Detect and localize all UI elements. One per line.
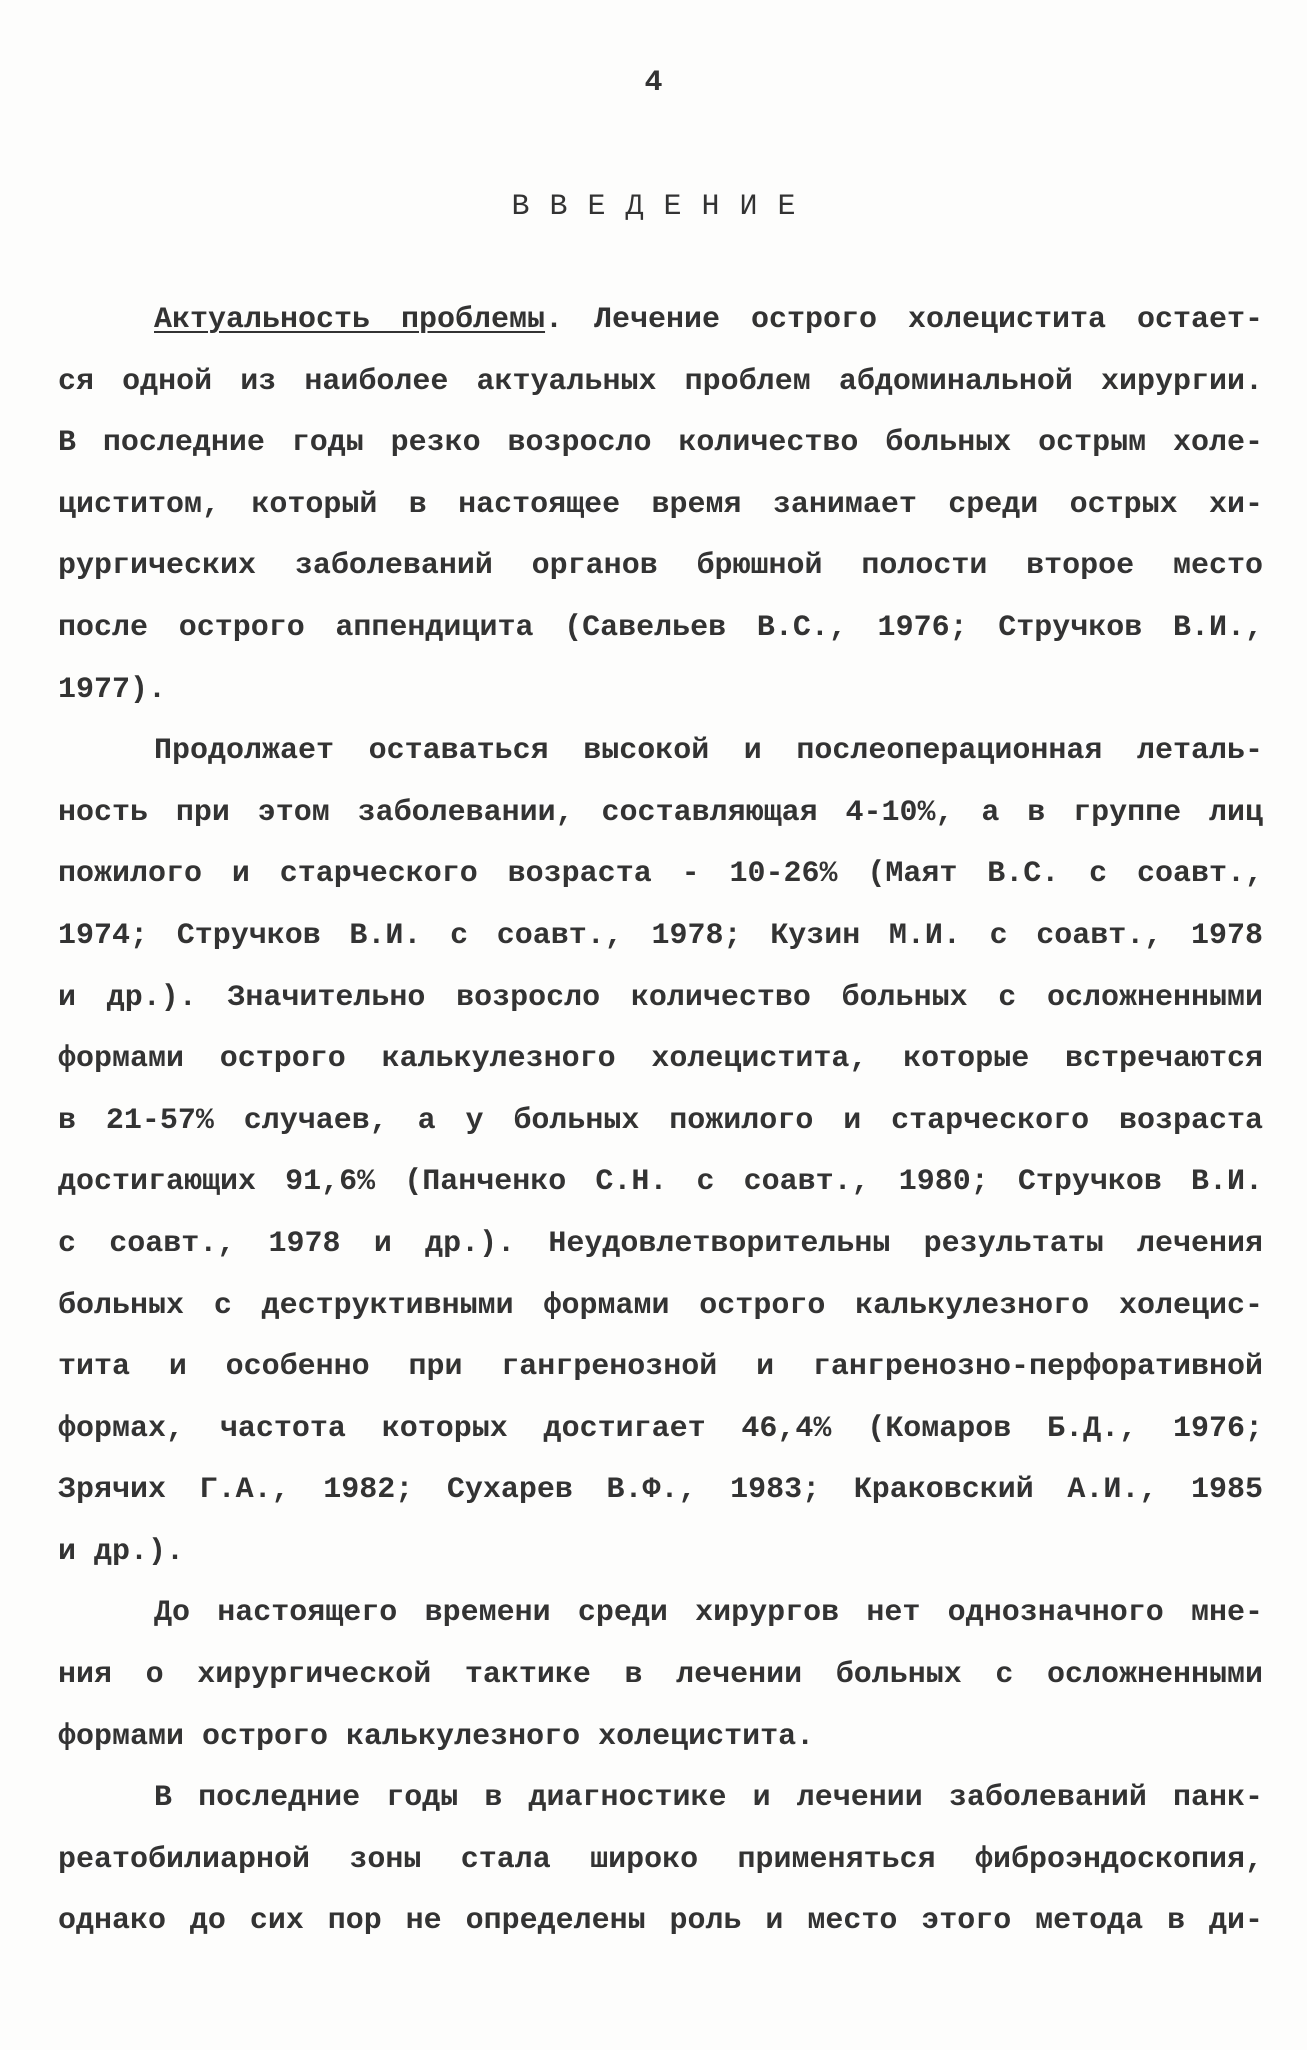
section-heading: ВВЕДЕНИЕ bbox=[511, 190, 816, 224]
text-line: после острого аппендицита (Савельев В.С., 1976; Стручков В.И., bbox=[58, 610, 1263, 645]
body-text bbox=[58, 290, 1263, 1953]
text-line: пожилого и старческого возраста - 10-26% (Маят В.С. с соавт., bbox=[58, 857, 1263, 892]
text-line: ния о хирургической тактике в лечении больных с осложненными bbox=[58, 1658, 1263, 1693]
text-line: 1974; Стручков В.И. с соавт., 1978; Кузин М.И. с соавт., 1978 bbox=[58, 918, 1263, 953]
underlined-phrase: Актуальность проблемы bbox=[154, 303, 546, 337]
text-line: тита и особенно при гангренозной и гангренозно-перфоративной bbox=[58, 1350, 1263, 1385]
text-line: реатобилиарной зоны стала широко применяться фиброэндоскопия, bbox=[58, 1842, 1263, 1877]
text-line: с соавт., 1978 и др.). Неудовлетворительны результаты лечения bbox=[58, 1226, 1263, 1261]
text-line: формами острого калькулезного холецистита, которые встречаются bbox=[58, 1042, 1263, 1077]
paragraph-1 bbox=[58, 290, 1263, 721]
text-line: и др.). Значительно возросло количество больных с осложненными bbox=[58, 980, 1263, 1015]
text-line: До настоящего времени среди хирургов нет однозначного мне- bbox=[154, 1596, 1263, 1631]
text-line: 1977). bbox=[58, 672, 167, 707]
text-line: Продолжает оставаться высокой и послеоперационная леталь- bbox=[154, 734, 1263, 769]
text-line: ся одной из наиболее актуальных проблем абдоминальной хирургии. bbox=[58, 364, 1263, 399]
text-line: достигающих 91,6% (Панченко С.Н. с соавт., 1980; Стручков В.И. bbox=[58, 1165, 1263, 1200]
text-line: в 21-57% случаев, а у больных пожилого и старческого возраста bbox=[58, 1103, 1263, 1138]
text-line: В последние годы резко возросло количество больных острым холе- bbox=[58, 426, 1263, 461]
text-line: Зрячих Г.А., 1982; Сухарев В.Ф., 1983; Краковский А.И., 1985 bbox=[58, 1473, 1263, 1508]
text-line: В последние годы в диагностике и лечении заболеваний панк- bbox=[154, 1781, 1263, 1816]
text-line: ность при этом заболевании, составляющая 4-10%, а в группе лиц bbox=[58, 795, 1263, 830]
paragraph-4 bbox=[58, 1768, 1263, 1953]
paragraph-2 bbox=[58, 721, 1263, 1583]
paragraph-3 bbox=[58, 1583, 1263, 1768]
text-line: и др.). bbox=[58, 1534, 185, 1569]
text-line: однако до сих пор не определены роль и место этого метода в ди- bbox=[58, 1904, 1263, 1939]
page-number: 4 bbox=[644, 66, 663, 100]
text-line: формами острого калькулезного холецистита. bbox=[58, 1719, 815, 1754]
text-line: циститом, который в настоящее время занимает среди острых хи- bbox=[58, 487, 1263, 522]
text-line: рургических заболеваний органов брюшной полости второе место bbox=[58, 549, 1263, 584]
text-line: больных с деструктивными формами острого калькулезного холецис- bbox=[58, 1288, 1263, 1323]
text-line: Актуальность проблемы. Лечение острого холецистита остает- bbox=[154, 303, 1264, 337]
text-line: формах, частота которых достигает 46,4% (Комаров Б.Д., 1976; bbox=[58, 1411, 1263, 1446]
